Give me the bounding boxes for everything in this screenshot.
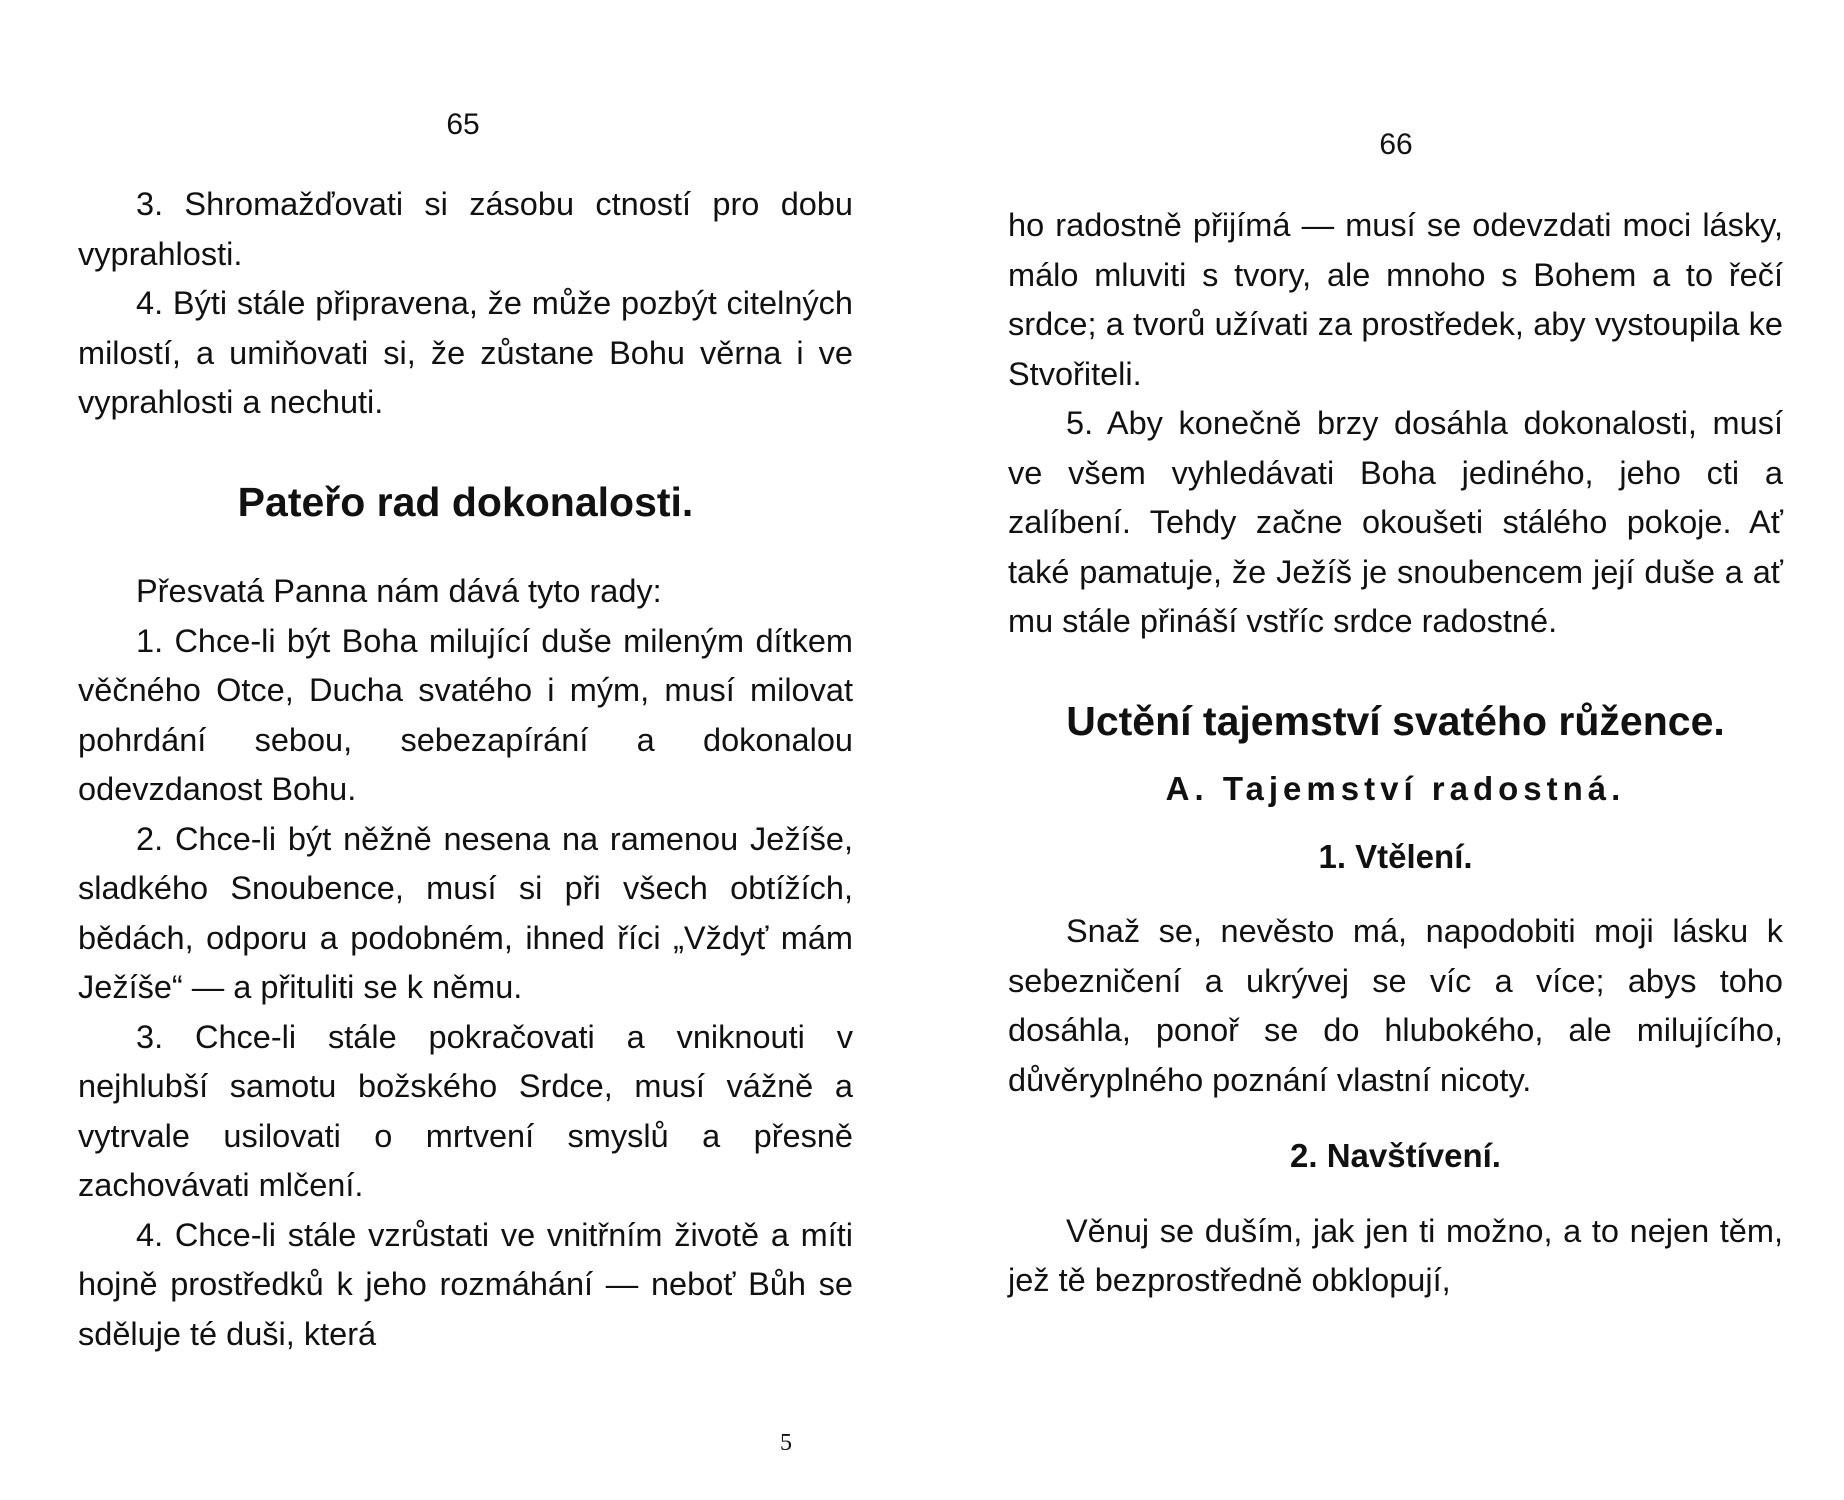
right-section-heading: Uctění tajemství svatého růžence. xyxy=(1066,697,1725,744)
spacer xyxy=(1008,647,1783,697)
right-continuation-paragraph: ho radostně přijímá — musí se odevzdati moci lásky, málo mluviti s tvory, ale mnoho s Bohem a to řečí srdce; a tvorů užívati za prostředek, aby vystoupila ke Stvořiteli. xyxy=(1008,207,1783,392)
spacer xyxy=(1008,746,1783,764)
right-page xyxy=(922,0,1844,1500)
mystery-text-2: Věnuj se duším, jak jen ti možno, a to nejen těm, jež tě bezprostředně obklopují, xyxy=(1008,1212,1783,1298)
mysteries-section-title: A. Tajemství radostná. xyxy=(1165,770,1626,807)
printer-signature-mark: 5 xyxy=(780,1430,792,1456)
spacer xyxy=(1008,881,1783,907)
spacer xyxy=(78,527,853,567)
mystery-title-2: 2. Navštívení. xyxy=(1290,1137,1501,1174)
left-body-paragraph-intro: Přesvatá Panna nám dává tyto rady: xyxy=(136,573,662,609)
left-body-paragraph-3: 3. Chce-li stále pokračovati a vniknouti v nejhlubší samotu božského Srdce, musí vážně a vytrvale usilovati o mrtvení smyslů a přesně zachovávati mlčení. xyxy=(78,1018,853,1203)
left-body-paragraph-2: 2. Chce-li být něžně nesena na ramenou Ježíše, sladkého Snoubence, musí si při všech obtížích, bědách, odporu a podobném, ihned říci „Vždyť mám Ježíše“ — a přituliti se k němu. xyxy=(78,820,853,1005)
left-page-number: 65 xyxy=(446,108,480,141)
right-text-column xyxy=(1008,201,1783,1306)
mystery-text-1: Snaž se, nevěsto má, napodobiti moji lásku k sebezničení a ukrývej se víc a více; abys toho dosáhla, ponoř se do hlubokého, ale milujícího, důvěryplného poznání vlastní nicoty. xyxy=(1008,913,1783,1098)
left-body-paragraph-4: 4. Chce-li stále vzrůstati ve vnitřním životě a míti hojně prostředků k jeho rozmáhání — neboť Bůh se sděluje té duši, která xyxy=(78,1216,853,1352)
left-body-paragraph-1: 1. Chce-li být Boha milující duše mileným dítkem věčného Otce, Ducha svatého i mým, musí milovat pohrdání sebou, sebezapírání a dokonalou odevzdanost Bohu. xyxy=(78,622,853,807)
spacer xyxy=(78,428,853,478)
spacer xyxy=(1008,814,1783,832)
right-paragraph-5: 5. Aby konečně brzy dosáhla dokonalosti, musí ve všem vyhledávati Boha jediného, jeho cti a zalíbení. Tehdy začne okoušeti stálého pokoje. Ať také pamatuje, že Ježíš je snoubencem její duše a ať mu stále přináší vstříc srdce radostné. xyxy=(1008,405,1783,639)
left-intro-paragraph-1: 3. Shromažďovati si zásobu ctností pro dobu vyprahlosti. xyxy=(78,186,853,272)
left-intro-paragraph-2: 4. Býti stále připravena, že může pozbýt citelných milostí, a umiňovati si, že zůstane Bohu věrna i ve vyprahlosti a nechuti. xyxy=(78,285,853,420)
left-section-heading: Pateřo rad dokonalosti. xyxy=(237,478,694,525)
right-page-number: 66 xyxy=(1379,128,1413,161)
spacer xyxy=(1008,1181,1783,1207)
mystery-title-1: 1. Vtělení. xyxy=(1318,837,1473,875)
spacer xyxy=(1008,1105,1783,1131)
left-text-column xyxy=(78,180,853,1359)
